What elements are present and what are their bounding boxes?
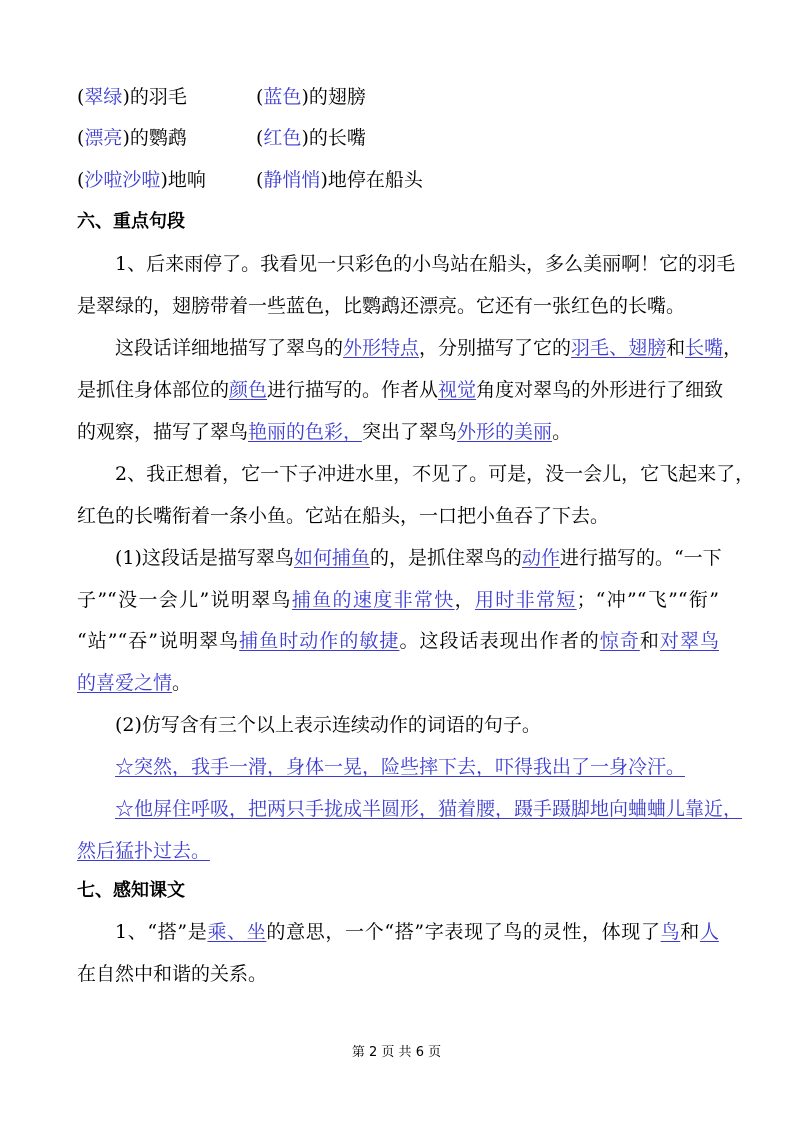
example-sentence: 然后猛扑过去。 xyxy=(77,840,211,862)
word-pair-right: (红色)的长嘴 xyxy=(256,127,366,149)
analysis-line: (1)这段话是描写翠鸟如何捕鱼的，是抓住翠鸟的动作进行描写的。“一下 xyxy=(115,547,722,569)
analysis-line: 的喜爱之情。 xyxy=(77,672,192,694)
word-pair-left: (漂亮)的鹦鹉 xyxy=(77,127,187,149)
example-sentence: ☆他屏住呼吸，把两只手拢成半圆形，猫着腰，蹑手蹑脚地向蛐蛐儿靠近， xyxy=(115,798,743,820)
word-pair-left: (沙啦沙啦)地响 xyxy=(77,169,206,191)
paragraph-line: 是翠绿的，翅膀带着一些蓝色，比鹦鹉还漂亮。它还有一张红色的长嘴。 xyxy=(77,295,686,317)
paragraph-line: 2、我正想着，它一下子冲进水里，不见了。可是，没一会儿，它飞起来了， xyxy=(115,463,755,485)
paragraph-line: 红色的长嘴衔着一条小鱼。它站在船头，一口把小鱼吞了下去。 xyxy=(77,505,610,527)
word-pair-row xyxy=(77,167,719,193)
exercise-prompt: (2)仿写含有三个以上表示连续动作的词语的句子。 xyxy=(115,714,541,736)
analysis-line: 子”“没一会儿”说明翠鸟捕鱼的速度非常快，用时非常短；“冲”“飞”“衔” xyxy=(77,589,719,611)
example-sentence: ☆突然，我手一滑，身体一晃，险些摔下去，吓得我出了一身冷汗。 xyxy=(115,756,686,778)
paragraph-line: 1、后来雨停了。我看见一只彩色的小鸟站在船头，多么美丽啊！它的羽毛 xyxy=(115,253,736,275)
word-pair-row xyxy=(77,125,719,151)
paragraph-line: 在自然中和谐的关系。 xyxy=(77,963,268,985)
word-pair-left: (翠绿)的羽毛 xyxy=(77,86,187,108)
word-pair-row xyxy=(77,84,719,110)
analysis-line: 的观察，描写了翠鸟艳丽的色彩，突出了翠鸟外形的美丽。 xyxy=(77,421,572,443)
paragraph-line: 1、“搭”是乘、坐的意思，一个“搭”字表现了鸟的灵性，体现了鸟和人 xyxy=(115,921,719,943)
page-footer: 第 2 页 共 6 页 xyxy=(351,1045,442,1060)
word-pair-right: (蓝色)的翅膀 xyxy=(256,86,366,108)
word-pair-right: (静悄悄)地停在船头 xyxy=(256,169,423,191)
section-heading: 六、重点句段 xyxy=(77,211,185,232)
analysis-line: 这段话详细地描写了翠鸟的外形特点，分别描写了它的羽毛、翅膀和长嘴， xyxy=(115,337,743,359)
analysis-line: “站”“吞”说明翠鸟捕鱼时动作的敏捷。这段话表现出作者的惊奇和对翠鸟 xyxy=(77,630,719,652)
analysis-line: 是抓住身体部位的颜色进行描写的。作者从视觉角度对翠鸟的外形进行了细致 xyxy=(77,379,724,401)
section-heading: 七、感知课文 xyxy=(77,880,185,901)
